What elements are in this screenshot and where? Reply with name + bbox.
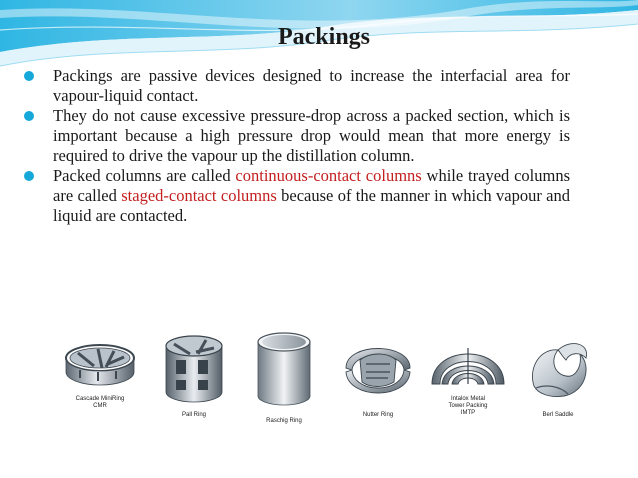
bullet-item (22, 166, 570, 226)
nutter-ring-image (336, 326, 420, 426)
bullet-dot-icon (24, 171, 34, 181)
bullet-text: They do not cause excessive pressure-drop across a packed section, which is important because a high pressure drop would mean that more energy is required to drive the vapour up the distillation column. (53, 106, 570, 165)
bullet-item (22, 106, 570, 166)
bullet-dot-icon (24, 71, 34, 81)
highlight-continuous-contact: continuous-contact columns (235, 166, 422, 185)
intalox-imtp-image (426, 326, 510, 426)
caption-cascade-miniring: Cascade MiniRing CMR (75, 396, 125, 409)
pall-ring-image (156, 326, 232, 426)
caption-berl-saddle: Berl Saddle (542, 412, 574, 418)
slide-title: Packings (277, 24, 370, 50)
caption-nutter-ring: Nutter Ring (362, 412, 394, 418)
bullet-item (22, 66, 570, 106)
highlight-staged-contact: staged-contact columns (121, 186, 277, 205)
caption-intalox-imtp: Intalox Metal Tower Packing IMTP (448, 396, 488, 416)
bullet-text: Packings are passive devices designed to increase the interfacial area for vapour-liquid contact. (53, 66, 570, 105)
bullet-dot-icon (24, 111, 34, 121)
cascade-miniring-image (58, 326, 142, 426)
bullet-text: Packed columns are called continuous-contact columns while trayed columns are called staged-contact columns because of the manner in which vapour and liquid are contacted. (53, 166, 571, 225)
caption-pall-ring: Pall Ring (181, 412, 206, 418)
caption-raschig-ring: Raschig Ring (266, 418, 302, 424)
berl-saddle-image (520, 326, 596, 426)
bullet-list (22, 66, 570, 226)
packings-figure (58, 326, 598, 430)
raschig-ring-image (248, 326, 320, 430)
